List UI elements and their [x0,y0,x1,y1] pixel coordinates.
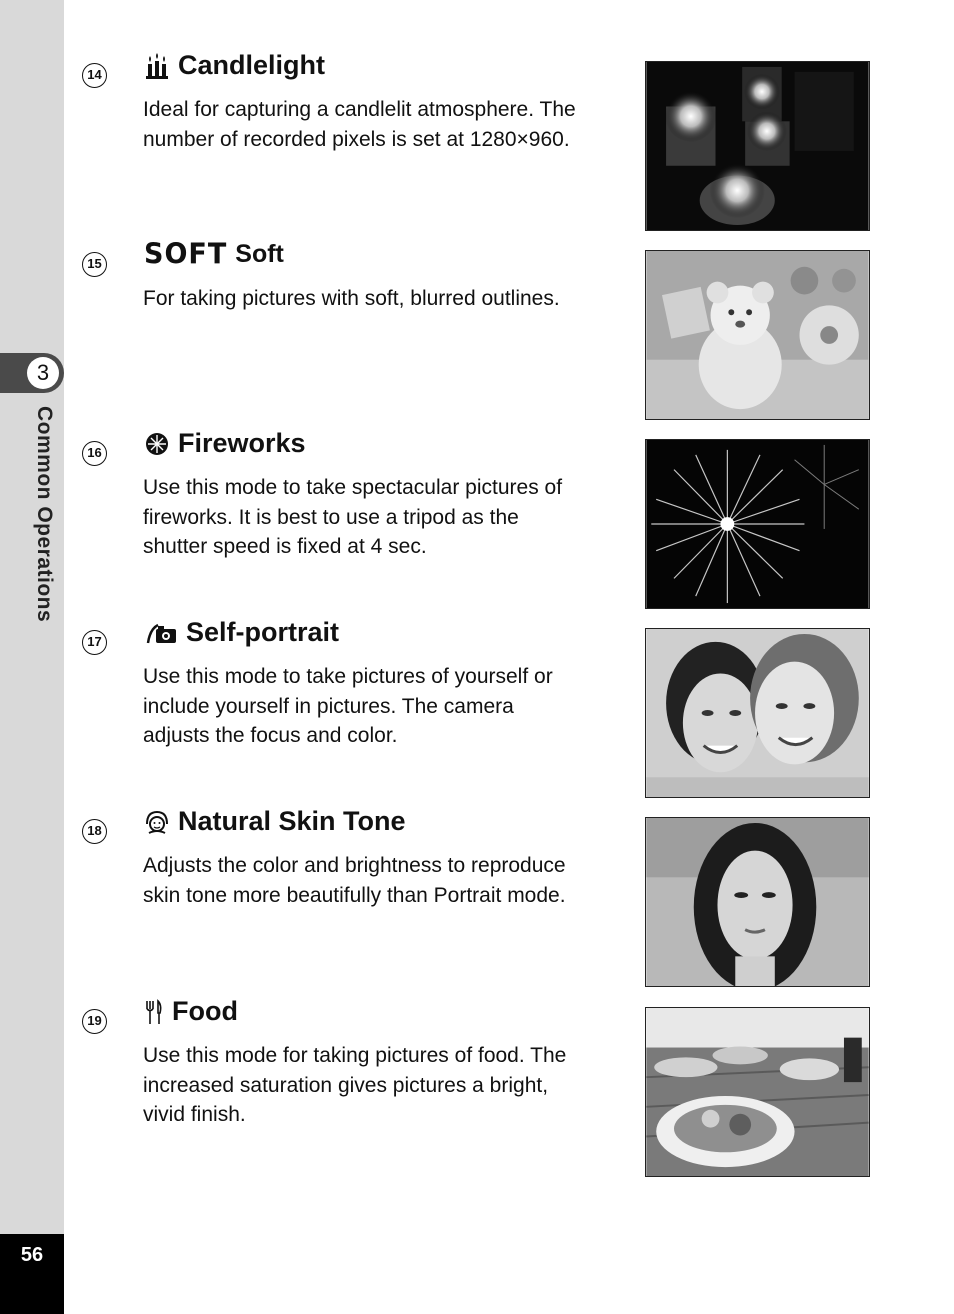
mode-entry-fireworks [80,428,880,619]
entry-number: 14 [82,63,107,88]
entry-title-text: Self-portrait [186,617,340,647]
entry-description: Use this mode for taking pictures of food. The increased saturation gives pictures a bright, vivid finish. [143,1044,567,1127]
mode-entry-soft [80,238,880,430]
entry-title [144,239,284,270]
soft-icon: SOFT [144,238,228,271]
page-number: 56 [20,1244,44,1266]
natural-skin-tone-icon [144,808,170,836]
entry-description: Use this mode to take pictures of yourself or include yourself in pictures. The camera adjusts the focus and color. [143,665,553,748]
entry-title-text: Fireworks [178,428,306,458]
entry-title-text: Natural Skin Tone [178,806,406,836]
entry-description: For taking pictures with soft, blurred outlines. [143,287,560,310]
food-icon [144,998,164,1026]
mode-entry-self-portrait [80,617,880,808]
mode-entry-natural-skin-tone [80,806,880,997]
mode-entry-candlelight [80,50,880,241]
entry-title-text: Candlelight [178,50,325,80]
entry-title [144,50,325,81]
entry-title [144,617,339,648]
entry-number: 17 [82,630,107,655]
entry-number: 16 [82,441,107,466]
entry-description: Adjusts the color and brightness to reproduce skin tone more beautifully than Portrait mode. [143,854,566,907]
fireworks-icon [144,430,170,458]
chapter-title: Common Operations [33,406,56,623]
entry-number: 18 [82,819,107,844]
entry-number: 15 [82,252,107,277]
entry-title-text: Food [172,996,238,1026]
entry-title [144,428,306,459]
candles-photo [645,61,870,231]
two-women-photo [645,628,870,798]
food-photo [645,1007,870,1177]
side-band [0,0,64,1314]
teddy-bear-photo [645,250,870,420]
entry-number: 19 [82,1009,107,1034]
chapter-number: 3 [27,357,59,389]
fireworks-photo [645,439,870,609]
entry-description: Use this mode to take spectacular pictures of fireworks. It is best to use a tripod as the shutter speed is fixed at 4 sec. [143,476,563,559]
entry-title [144,806,406,837]
entry-title [144,996,238,1027]
mode-entry-food [80,996,880,1187]
candlelight-icon [144,52,170,80]
entry-description: Ideal for capturing a candlelit atmosphere. The number of recorded pixels is set at 1280×960. [143,98,576,151]
entry-title-text: Soft [235,240,284,268]
woman-portrait-photo [645,817,870,987]
self-portrait-icon [144,619,178,647]
